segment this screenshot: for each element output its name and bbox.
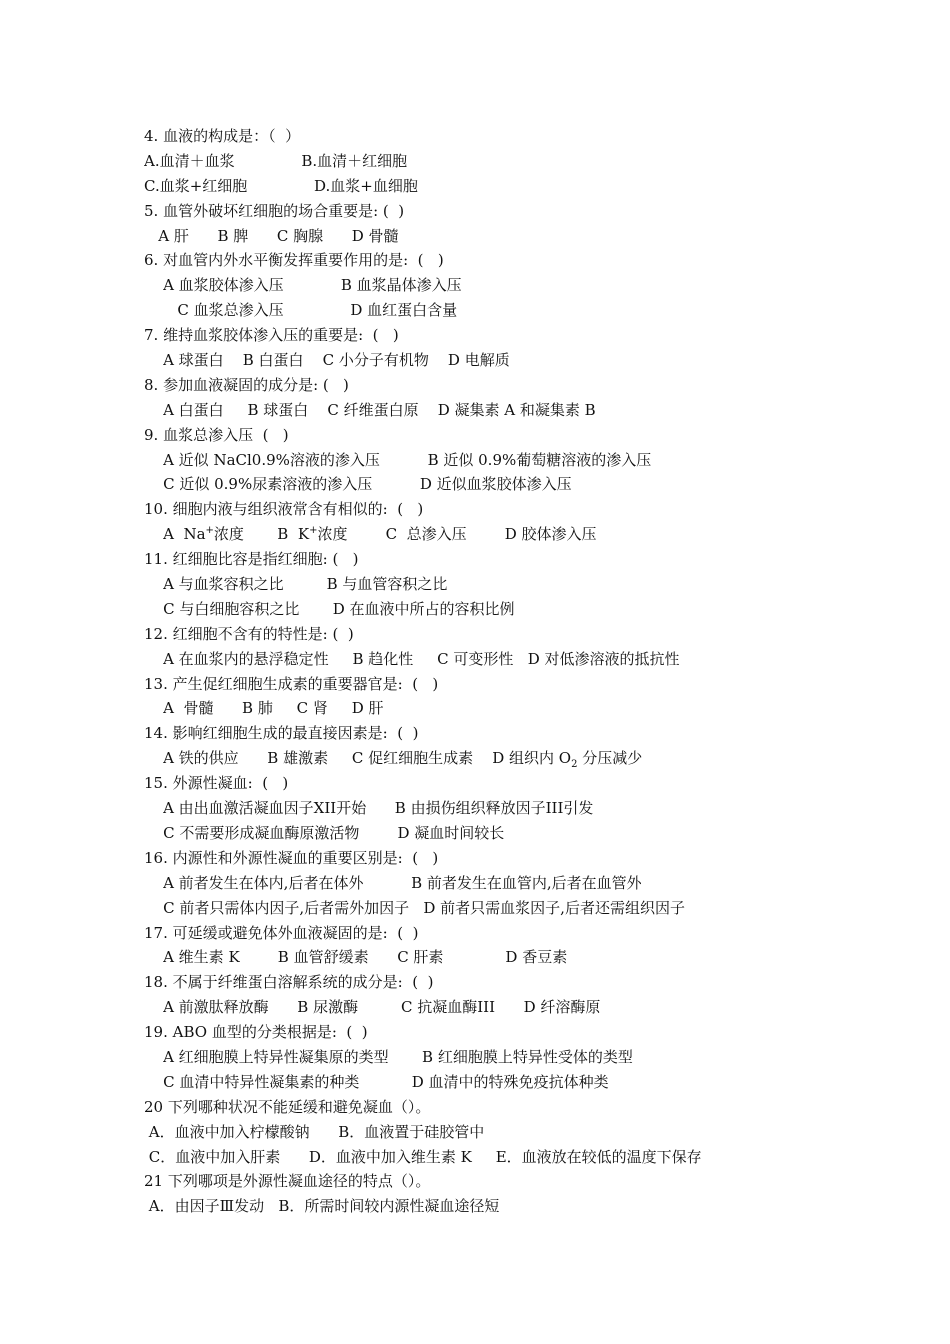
superscript-plus: + (309, 525, 318, 537)
question-14: 14. 影响红细胞生成的最直接因素是: ( ) (144, 724, 419, 743)
question-4-options-ab: A.血清＋血浆 B.血清＋红细胞 (144, 151, 408, 170)
question-13: 13. 产生促红细胞生成素的重要器官是: ( ) (144, 674, 439, 693)
option-text: 分压减少 (577, 749, 643, 768)
question-15-options-cd: C 不需要形成凝血酶原激活物 D 凝血时间较长 (144, 823, 505, 842)
question-4-options-cd: C.血浆+红细胞 D.血浆+血细胞 (144, 176, 418, 195)
question-11-options-cd: C 与白细胞容积之比 D 在血液中所占的容积比例 (144, 599, 515, 618)
option-text: 浓度 C 总渗入压 D 胶体渗入压 (317, 525, 597, 544)
question-9-options-ab: A 近似 NaCl0.9%溶液的渗入压 B 近似 0.9%葡萄糖溶液的渗入压 (144, 450, 652, 469)
question-21: 21 下列哪项是外源性凝血途径的特点（）。 (144, 1172, 431, 1191)
question-10-options (144, 522, 864, 547)
question-16: 16. 内源性和外源性凝血的重要区别是: ( ) (144, 848, 439, 867)
question-list (144, 124, 864, 1219)
question-18-options: A 前激肽释放酶 B 尿激酶 C 抗凝血酶III D 纤溶酶原 (144, 998, 601, 1017)
question-19-options-ab: A 红细胞膜上特异性凝集原的类型 B 红细胞膜上特异性受体的类型 (144, 1047, 633, 1066)
question-20-options-ab: A．血液中加入柠檬酸钠 B．血液置于硅胶管中 (144, 1122, 485, 1141)
question-7-options: A 球蛋白 B 白蛋白 C 小分子有机物 D 电解质 (144, 351, 510, 370)
question-6-options-ab: A 血浆胶体渗入压 B 血浆晶体渗入压 (144, 276, 462, 295)
question-10: 10. 细胞内液与组织液常含有相似的: ( ) (144, 500, 424, 519)
question-17: 17. 可延缓或避免体外血液凝固的是: ( ) (144, 923, 419, 942)
question-8-options: A 白蛋白 B 球蛋白 C 纤维蛋白原 D 凝集素 A 和凝集素 B (144, 400, 596, 419)
question-20-options-cde: C．血液中加入肝素 D．血液中加入维生素 K E．血液放在较低的温度下保存 (144, 1147, 702, 1166)
question-9-options-cd: C 近似 0.9%尿素溶液的渗入压 D 近似血浆胶体渗入压 (144, 475, 572, 494)
question-16-options-ab: A 前者发生在体内,后者在体外 B 前者发生在血管内,后者在血管外 (144, 873, 642, 892)
question-6: 6. 对血管内外水平衡发挥重要作用的是: ( ) (144, 251, 444, 270)
question-14-options (144, 746, 864, 771)
question-4: 4. 血液的构成是：（ ） (144, 127, 301, 145)
question-11-options-ab: A 与血浆容积之比 B 与血管容积之比 (144, 575, 448, 594)
question-15: 15. 外源性凝血: ( ) (144, 774, 289, 793)
question-7: 7. 维持血浆胶体渗入压的重要是: ( ) (144, 326, 399, 345)
question-16-options-cd: C 前者只需体内因子,后者需外加因子 D 前者只需血浆因子,后者还需组织因子 (144, 898, 685, 917)
question-12: 12. 红细胞不含有的特性是: ( ) (144, 624, 354, 643)
option-text: 浓度 B K (213, 525, 310, 544)
option-text: A 铁的供应 B 雄激素 C 促红细胞生成素 D 组织内 O (144, 749, 572, 768)
question-21-options: A．由因子Ⅲ发动 B．所需时间较内源性凝血途径短 (144, 1197, 500, 1216)
question-8: 8. 参加血液凝固的成分是: ( ) (144, 375, 349, 394)
subscript-two: 2 (571, 759, 578, 771)
option-text: A Na (144, 525, 206, 544)
question-19: 19. ABO 血型的分类根据是: ( ) (144, 1023, 368, 1042)
superscript-plus: + (205, 525, 214, 537)
question-17-options: A 维生素 K B 血管舒缓素 C 肝素 D 香豆素 (144, 948, 568, 967)
question-5: 5. 血管外破坏红细胞的场合重要是: ( ) (144, 201, 405, 220)
question-9: 9. 血浆总渗入压 ( ) (144, 425, 289, 444)
question-6-options-cd: C 血浆总渗入压 D 血红蛋白含量 (144, 301, 458, 320)
question-19-options-cd: C 血清中特异性凝集素的种类 D 血清中的特殊免疫抗体种类 (144, 1072, 609, 1091)
question-15-options-ab: A 由出血激活凝血因子XII开始 B 由损伤组织释放因子III引发 (144, 799, 594, 818)
question-20: 20 下列哪种状况不能延缓和避免凝血（）。 (144, 1097, 431, 1116)
question-13-options: A 骨髓 B 肺 C 肾 D 肝 (144, 699, 384, 718)
question-5-options: A 肝 B 脾 C 胸腺 D 骨髓 (144, 226, 399, 245)
question-18: 18. 不属于纤维蛋白溶解系统的成分是: ( ) (144, 973, 434, 992)
question-12-options: A 在血浆内的悬浮稳定性 B 趋化性 C 可变形性 D 对低渗溶液的抵抗性 (144, 649, 680, 668)
question-11: 11. 红细胞比容是指红细胞: ( ) (144, 550, 359, 569)
